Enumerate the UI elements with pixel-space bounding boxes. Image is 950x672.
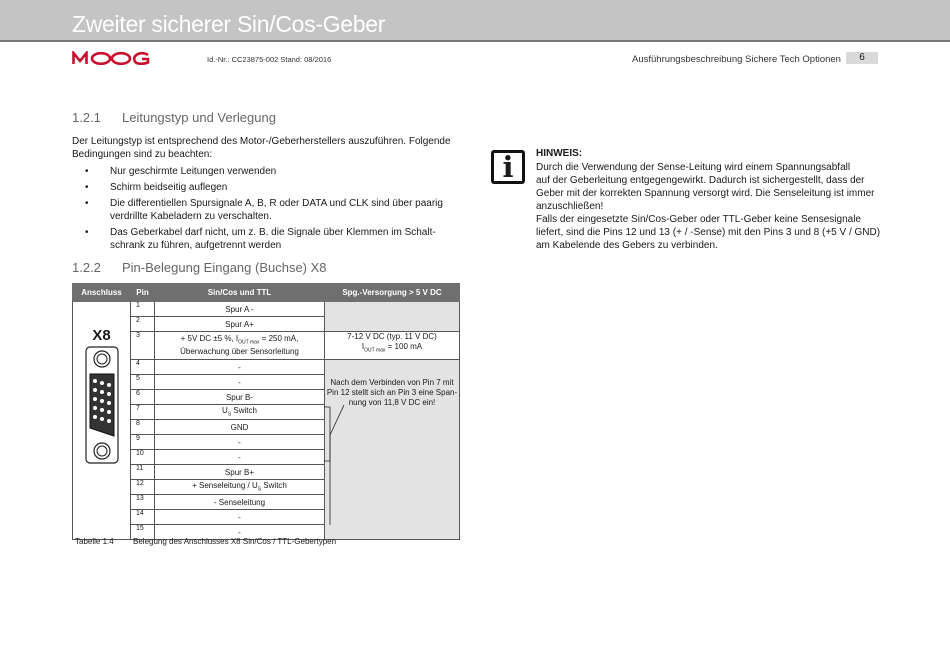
section-title: Pin-Belegung Eingang (Buchse) X8	[122, 260, 327, 275]
pin-number: 8	[131, 420, 155, 435]
note-line: anzuschließen!	[536, 201, 604, 212]
document-title: Ausführungsbeschreibung Sichere Tech Optionen	[632, 54, 841, 65]
note-heading: HINWEIS:	[536, 148, 583, 159]
intro-paragraph	[72, 135, 451, 161]
connector-cell	[73, 302, 131, 540]
list-item-text: Die differentiellen Spursignale A, B, R oder DATA und CLK sind über paarig	[110, 198, 443, 209]
column-header: Pin	[131, 284, 155, 302]
pin-number: 7	[131, 405, 155, 420]
pin-number: 15	[131, 525, 155, 540]
note-line: Geber mit der korrekten Spannung versorgt wird. Die Senseleitung ist immer	[536, 188, 875, 199]
pin-function: + Senseleitung / $U_S$ Switch	[155, 480, 325, 495]
pin-number: 14	[131, 510, 155, 525]
pin-number: 11	[131, 465, 155, 480]
intro-line: Bedingungen sind zu beachten:	[72, 149, 213, 160]
header-rule	[0, 40, 950, 42]
pin-number: 1	[131, 302, 155, 317]
pin-number: 6	[131, 390, 155, 405]
supply-cell	[325, 302, 460, 332]
pin-function: -	[155, 360, 325, 375]
list-item-text: Schirm beidseitig auflegen	[110, 182, 228, 193]
pin-number: 2	[131, 317, 155, 332]
bullet-icon: •	[85, 182, 89, 193]
bullet-icon: •	[85, 198, 89, 209]
info-icon: i	[491, 150, 525, 184]
intro-line: Der Leitungstyp ist entsprechend des Motor-/Geberherstellers auszuführen. Folgende	[72, 136, 451, 147]
connector-label: X8	[92, 327, 111, 344]
moog-logo	[72, 51, 152, 65]
section-number: 1.2.2	[72, 260, 101, 275]
pin-number: 12	[131, 480, 155, 495]
supply-note-cell: Nach dem Verbinden von Pin 7 mit Pin 12 stellt sich an Pin 3 eine Span- nung von 11,8 V DC ein!	[325, 360, 460, 540]
list-item-text: Nur geschirmte Leitungen verwenden	[110, 166, 277, 177]
header-bar	[0, 0, 950, 40]
pin-number: 10	[131, 450, 155, 465]
list-item	[72, 226, 452, 252]
table-row	[73, 302, 460, 317]
pin-number: 5	[131, 375, 155, 390]
pin-function: $U_S$ Switch	[155, 405, 325, 420]
sub-d-connector-icon	[83, 345, 121, 465]
conditions-list	[72, 165, 452, 255]
supply-pin3: 7-12 V DC (typ. 11 V DC) $I_{OUT max} = 100$ mA	[325, 332, 460, 360]
pin-function: -	[155, 435, 325, 450]
list-item	[72, 165, 452, 178]
list-item-text: verdrillte Kabeladern zu verschalten.	[110, 211, 272, 222]
pin-number: 3	[131, 332, 155, 360]
list-item	[72, 197, 452, 223]
note-line: auf der Geberleitung entgegengewirkt. Dadurch ist sichergestellt, dass der	[536, 175, 865, 186]
list-item	[72, 181, 452, 194]
column-header: Anschluss	[73, 284, 131, 302]
bracket-lines	[324, 405, 364, 525]
column-header: Spg.-Versorgung > 5 V DC	[325, 284, 460, 302]
pin-function: Spur A -	[155, 302, 325, 317]
note-box	[536, 147, 886, 252]
pin-table	[72, 283, 460, 540]
note-line: am Kabelende des Gebers zu verbinden.	[536, 240, 718, 251]
bullet-icon: •	[85, 166, 89, 177]
table-caption-label: Tabelle 1.4	[75, 537, 114, 546]
pin-function: Spur B+	[155, 465, 325, 480]
pin-function: -	[155, 525, 325, 540]
bullet-icon: •	[85, 227, 89, 238]
table-row	[73, 332, 460, 360]
table-header-row	[73, 284, 460, 302]
pin-function: -	[155, 375, 325, 390]
section-number: 1.2.1	[72, 110, 101, 125]
list-item-text: schrank zu führen, aufgetrennt werden	[110, 240, 282, 251]
note-line: liefert, sind die Pins 12 und 13 (+ / -Sense) mit den Pins 3 und 8 (+5 V / GND)	[536, 227, 881, 238]
pin-function: - Senseleitung	[155, 495, 325, 510]
pin-function: + 5V DC ±5 %, $I_{OUT max} = 250$ mA, Überwachung über Sensorleitung	[155, 332, 325, 360]
note-line: Durch die Verwendung der Sense-Leitung wird einem Spannungsabfall	[536, 162, 851, 173]
column-header: Sin/Cos und TTL	[155, 284, 325, 302]
pin-function: Spur A+	[155, 317, 325, 332]
table-caption-text: Belegung des Anschlusses X8 Sin/Cos / TTL-Gebertypen	[133, 537, 337, 546]
pin-number: 4	[131, 360, 155, 375]
pin-function: -	[155, 450, 325, 465]
section-heading-1-2-2	[72, 260, 327, 275]
section-heading-1-2-1	[72, 110, 276, 125]
note-line: Falls der eingesetzte Sin/Cos-Geber oder TTL-Geber keine Sensesignale	[536, 214, 861, 225]
pin-function: Spur B-	[155, 390, 325, 405]
pin-function: GND	[155, 420, 325, 435]
list-item-text: Das Geberkabel darf nicht, um z. B. die Signale über Klemmen im Schalt-	[110, 227, 436, 238]
pin-function: -	[155, 510, 325, 525]
pin-number: 13	[131, 495, 155, 510]
table-row	[73, 360, 460, 375]
page-number: 6	[846, 52, 878, 64]
section-title: Leitungstyp und Verlegung	[122, 110, 276, 125]
chapter-title: Zweiter sicherer Sin/Cos-Geber	[72, 11, 386, 37]
document-id: Id.-Nr.: CC23875-002 Stand: 08/2016	[207, 55, 332, 64]
pin-number: 9	[131, 435, 155, 450]
